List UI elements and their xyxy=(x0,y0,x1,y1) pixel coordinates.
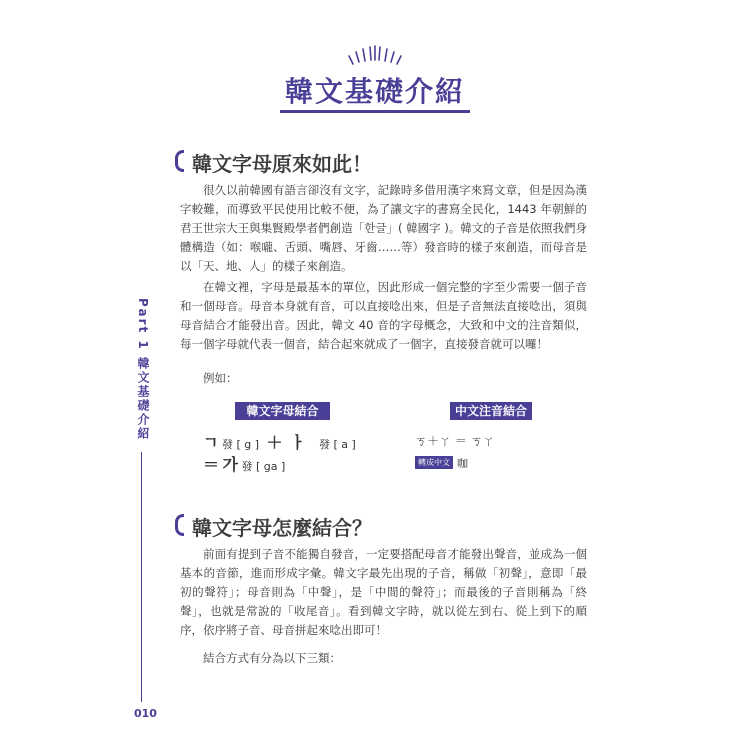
section1-paragraph-2: 在韓文裡，字母是最基本的單位，因此形成一個完整的字至少需要一個子音和一個母音。母音本身就有音，可以直接唸出來，但是子音無法直接唸出，須與母音結合才能發出音。因此，韓文 40 音的字母概念，大致和中文的注音類似，每一個字母就代表一個音，結合起來就成了一個字，直接發音就可以囉！ xyxy=(180,280,587,351)
vowel-a: ㅏ xyxy=(290,433,306,452)
zhuyin-combination-tag: 中文注音結合 xyxy=(450,402,532,420)
korean-row-2 xyxy=(203,452,285,475)
korean-row-1 xyxy=(203,430,356,453)
title-underline xyxy=(280,110,470,113)
bracket-icon xyxy=(175,514,184,536)
bracket-icon xyxy=(175,150,184,172)
syllable-ga-sound: 發 [ ga ] xyxy=(241,460,286,473)
section2-paragraph-1: 前面有提到子音不能獨自發音，一定要搭配母音才能發出聲音，並成為一個基本的音節，進而形成字彙。韓文字最先出現的子音，稱做「初聲」，意即「最初的聲符」；母音則為「中聲」，是「中間的聲符」；而最後的子音則稱為「終聲」，也就是常說的「收尾音」。看到韓文字時，就以從左到右、從上到下的順序，依序將子音、母音拼起來唸出即可！ xyxy=(180,547,587,637)
section-heading-2-text: 韓文字母怎麼結合？ xyxy=(192,516,372,540)
page-number: 010 xyxy=(134,707,157,720)
side-rule xyxy=(141,452,142,702)
korean-combination-tag: 韓文字母結合 xyxy=(235,402,330,420)
chinese-char-ka: 咖 xyxy=(457,457,468,470)
sunburst-icon xyxy=(345,44,405,66)
syllable-ga: 가 xyxy=(222,455,238,474)
consonant-g: ㄱ xyxy=(203,433,219,452)
page-title: 韓文基礎介紹 xyxy=(284,75,465,108)
section-heading-1 xyxy=(175,148,372,177)
section-heading-2 xyxy=(175,512,372,541)
example-label: 例如： xyxy=(203,371,238,385)
section2-paragraph-2: 結合方式有分為以下三類： xyxy=(203,651,341,665)
plus-sign: ＋ xyxy=(266,433,283,452)
consonant-g-sound: 發 [ g ] xyxy=(221,438,260,451)
side-chapter-label: Part 1 韓文基礎介紹 xyxy=(136,298,150,441)
zhuyin-row-2 xyxy=(415,455,468,471)
section-heading-1-text: 韓文字母原來如此！ xyxy=(192,152,372,176)
equals-sign: ＝ xyxy=(203,455,220,474)
section1-paragraph-1: 很久以前韓國有語言卻沒有文字，記錄時多借用漢字來寫文章，但是因為漢字較難，而導致平民使用比較不便，為了讓文字的書寫全民化，1443 年朝鮮的君王世宗大王與集賢殿學者們創造「한글」( 韓國字 )。韓文的子音是依照我們身體構造（如：喉嚨、舌頭、嘴唇、牙齒……等）發音時的樣子來創造，而母音是以「天、地、人」的樣子來創造。 xyxy=(180,183,587,273)
convert-tag: 轉成中文 xyxy=(415,456,453,469)
vowel-a-sound: 發 [ a ] xyxy=(319,438,356,451)
zhuyin-row-1: ㄎ＋ㄚ ＝ ㄎㄚ xyxy=(415,434,495,448)
